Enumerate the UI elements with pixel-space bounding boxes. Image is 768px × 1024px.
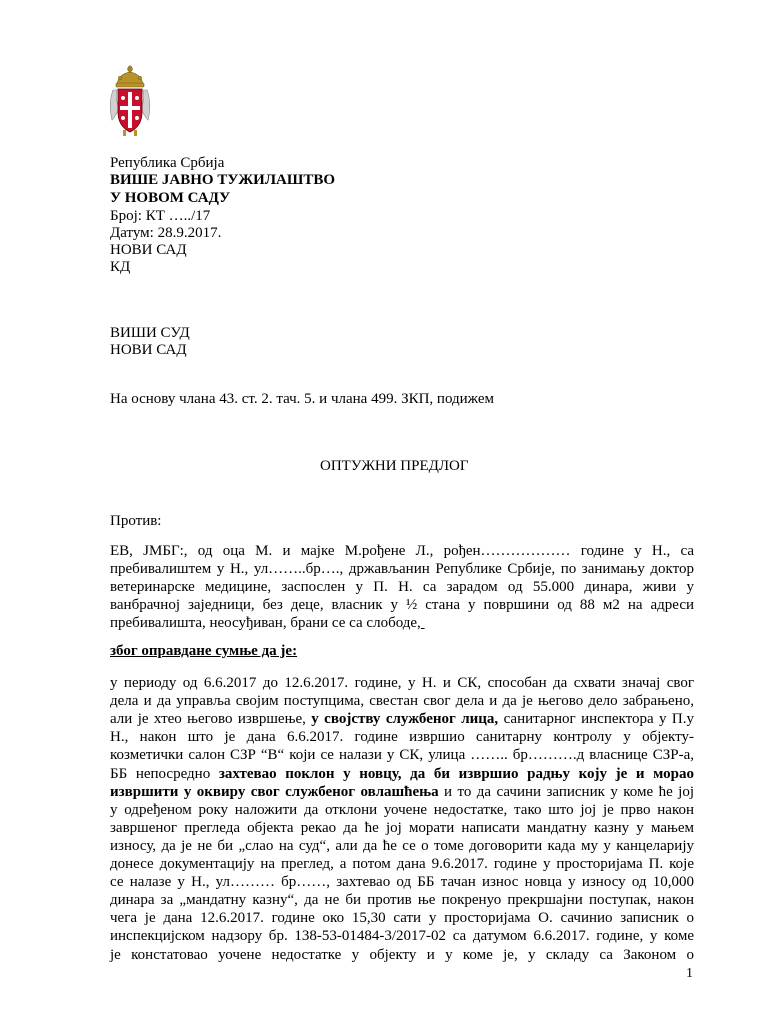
office-name-line2: У НОВОМ САДУ: [110, 190, 231, 206]
charge-line: [110, 946, 694, 964]
bold-text: у својству службеног лица,: [311, 711, 499, 728]
text-segment: али је хтео његово извршење,: [110, 711, 312, 728]
charge-line: [110, 692, 694, 710]
charge-line: [110, 783, 694, 801]
defendant-line: [110, 614, 694, 632]
legal-basis-text: На основу члана 43. ст. 2. тач. 5. и члана 499. ЗКП, подижем: [110, 391, 494, 407]
text-segment: инспекцијском надзору бр. 138-53-01484-3/2017-02 са датумом 6.6.2017. године, у коме: [110, 928, 694, 945]
defendant-line: пребивалиштем у Н., ул……..бр…., држављанин Републике Србије, по занимању доктор: [110, 561, 694, 577]
recipient-line1: ВИШИ СУД: [110, 325, 190, 341]
charge-line: [110, 765, 694, 783]
document-date: Датум: 28.9.2017.: [110, 225, 222, 241]
text-segment: је констатовао уочене недостатке у објекту и у коме је, у складу са Законом о: [110, 946, 694, 963]
text-segment: чега је дана 12.6.2017. године око 15,30 сати у просторијама О. сачинио записник о: [110, 910, 694, 927]
text-segment: износу, да је не би „слао на суд“, али да ће се о томе договорити када му у канцеларију: [110, 837, 694, 854]
office-name-line1: ВИШЕ ЈАВНО ТУЖИЛАШТВО: [110, 172, 335, 188]
text-segment: донесе документацију на преглед, а потом дана 9.6.2017. године у просторијама П. које: [110, 856, 694, 872]
charge-line: [110, 927, 694, 945]
text-segment: санитарног инспектора у П.у: [498, 711, 695, 728]
charge-line: [110, 674, 694, 692]
case-number: Број: КТ …../17: [110, 208, 211, 224]
text-segment: дела и да управља својим поступцима, свестан свог дела и да је његово дело забрањено,: [110, 693, 694, 710]
against-label: Против:: [110, 513, 162, 529]
suspicion-heading: због оправдане сумње да је:: [110, 643, 298, 659]
page-number: 1: [686, 966, 693, 981]
defendant-line: ветеринарске медицине, заспослен у П. Н. са зарадом од 55.000 динара, живи у: [110, 579, 694, 595]
text-segment: Н., након што је дана 6.6.2017. године извршио санитарну контролу у објекту-: [110, 729, 694, 746]
charge-line: [110, 837, 694, 855]
charge-line: [110, 891, 694, 909]
bold-text: извршити у оквиру свог службеног овлашћења: [110, 783, 439, 800]
defendant-line: ванбрачној заједници, без деце, власник у ½ стана у површини од 88 м2 на адреси: [110, 597, 694, 613]
text-segment: се налазе у Н., ул……… бр……, захтевао од ББ тачан износ новца у износу од 10,000: [110, 874, 694, 891]
defendant-line: ЕВ, ЈМБГ:, од оца М. и мајке М.рођене Л., рођен……………… године у Н., са: [110, 543, 694, 559]
serbian-coat-of-arms-icon: [107, 64, 153, 138]
charge-line: [110, 728, 694, 746]
charge-line: [110, 801, 694, 819]
bold-text: захтевао поклон у новцу, да би извршио радњу коју је и морао: [218, 765, 695, 782]
text-segment: завршеног прегледа објекта рекао да ће јој морати написати мандатну казну у мањем: [110, 819, 694, 836]
document-title: ОПТУЖНИ ПРЕДЛОГ: [320, 458, 469, 474]
text-segment: динара за „мандатну казну“, да не би против ње покренуо прекршајни поступак, након: [110, 892, 694, 909]
text-segment: козметички салон СЗР “В“ који се налази у СК, улица …….. бр……….д власнице СЗР-а,: [110, 747, 694, 764]
text-segment: и то да сачини записник у коме ће јој: [438, 783, 694, 800]
charge-line: [110, 746, 694, 764]
text-segment: ББ непосредно: [110, 765, 219, 782]
document-city: НОВИ САД: [110, 242, 187, 258]
defendant-line-text: пребивалишта, неосуђиван, брани се са слободе,: [110, 615, 421, 631]
charge-line: [110, 909, 694, 927]
text-segment: у одређеном року наложити да отклони уочене недостатке, тако што јој је прво након: [110, 801, 694, 818]
republic-name: Република Србија: [110, 155, 225, 171]
text-segment: у периоду од 6.6.2017 до 12.6.2017. године, у Н. и СК, способан да схвати значај свог: [110, 675, 694, 691]
charge-line: [110, 873, 694, 891]
underline-space: [421, 615, 425, 631]
case-type: КД: [110, 259, 131, 275]
charge-line: [110, 819, 694, 837]
charge-line: [110, 855, 694, 873]
recipient-line2: НОВИ САД: [110, 342, 187, 358]
charge-line: [110, 710, 694, 728]
